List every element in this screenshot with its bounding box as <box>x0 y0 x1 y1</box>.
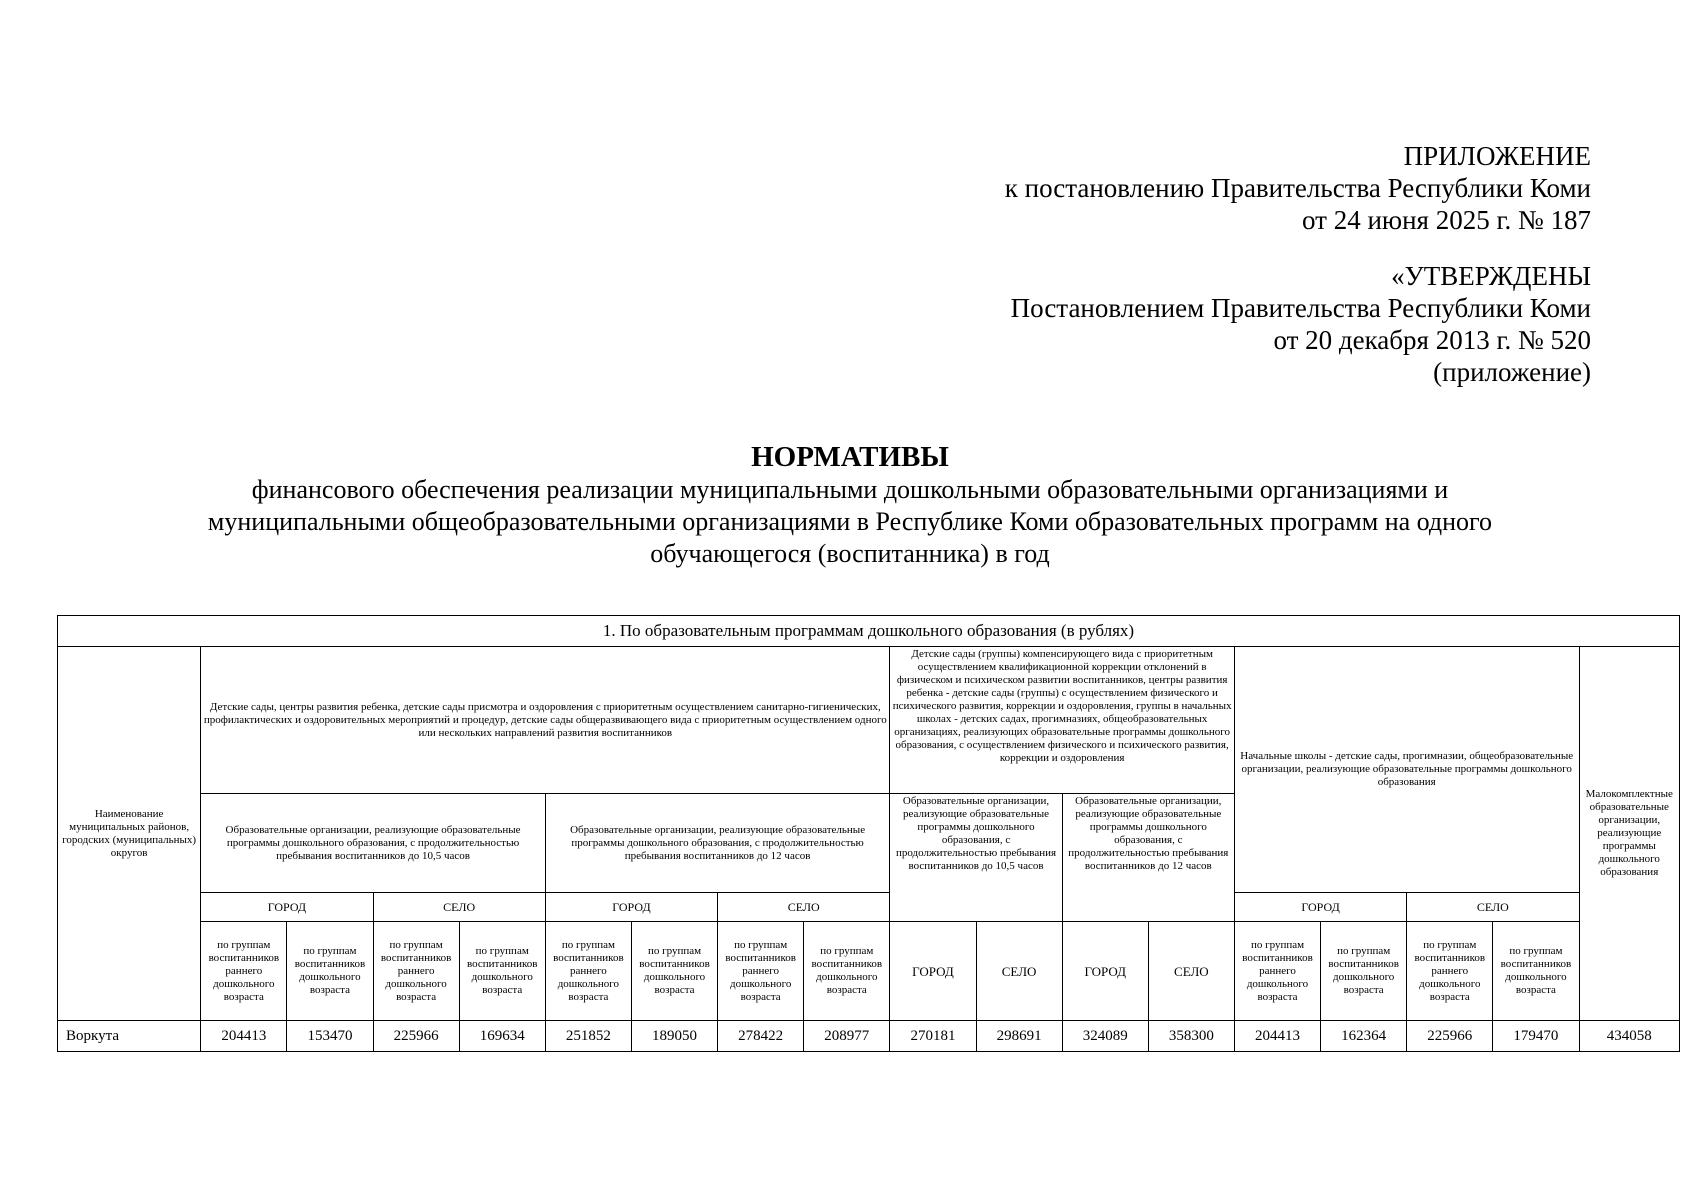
table-cell: 162364 <box>1321 1021 1407 1052</box>
col-header-preschool: по группам воспитанников дошкольного возраста <box>459 922 545 1021</box>
table-cell: 278422 <box>718 1021 804 1052</box>
norms-table <box>57 615 1680 1052</box>
table-cell: 434058 <box>1579 1021 1680 1052</box>
col-header-village: СЕЛО <box>976 922 1062 1021</box>
col-header-village: СЕЛО <box>373 893 545 922</box>
col-header-city: ГОРОД <box>1062 922 1148 1021</box>
col-header-village: СЕЛО <box>718 893 890 922</box>
table-cell: 324089 <box>1062 1021 1148 1052</box>
table-cell: 225966 <box>1407 1021 1493 1052</box>
col-header-village: СЕЛО <box>1148 922 1234 1021</box>
approval-block <box>1005 140 1591 388</box>
col-header-preschool: по группам воспитанников дошкольного возраста <box>1493 922 1579 1021</box>
col-header-group-4: Малокомплектные образовательные организации, реализующие программы дошкольного образования <box>1579 647 1680 1021</box>
table-cell: 179470 <box>1493 1021 1579 1052</box>
table-row <box>58 1021 1680 1052</box>
col-header-early: по группам воспитанников раннего дошкольного возраста <box>718 922 804 1021</box>
col-header-name: Наименование муниципальных районов, городских (муниципальных) округов <box>58 647 201 1021</box>
title-line-1: финансового обеспечения реализации муниципальными дошкольными образовательными организациями и <box>251 475 1449 504</box>
col-header-early: по группам воспитанников раннего дошкольного возраста <box>545 922 631 1021</box>
approved-label: «УТВЕРЖДЕНЫ <box>1391 261 1591 291</box>
col-header-city: ГОРОД <box>201 893 373 922</box>
col-header-group-1-sub-2: Образовательные организации, реализующие образовательные программы дошкольного образования, с продолжительностью пребывания воспитанников до 12 часов <box>545 794 890 893</box>
annex-to: к постановлению Правительства Республики Коми <box>1004 173 1591 203</box>
table-cell: 153470 <box>287 1021 373 1052</box>
col-header-group-2: Детские сады (группы) компенсирующего вида с приоритетным осуществлением квалификационной коррекции отклонений в физическом и психическом развитии воспитанников, центры развития ребенка - детские сады (группы) с осуществлением физического и психического развития, коррекции и оздоровления, группы в начальных школах - детских садах, прогимназиях, общеобразовательных организациях, реализующих образовательные программы дошкольного образования, с осуществлением физического и психического развития, коррекции и оздоровления <box>890 647 1235 794</box>
approved-by: Постановлением Правительства Республики Коми <box>1010 293 1591 323</box>
table-cell: 270181 <box>890 1021 976 1052</box>
col-header-early: по группам воспитанников раннего дошкольного возраста <box>1407 922 1493 1021</box>
annex-label: ПРИЛОЖЕНИЕ <box>1403 141 1591 171</box>
title-main: НОРМАТИВЫ <box>751 441 949 473</box>
table-cell: 251852 <box>545 1021 631 1052</box>
col-header-group-3: Начальные школы - детские сады, прогимназии, общеобразовательные организации, реализующие образовательные программы дошкольного образования <box>1234 647 1579 893</box>
table-cell: 298691 <box>976 1021 1062 1052</box>
col-header-early: по группам воспитанников раннего дошкольного возраста <box>201 922 287 1021</box>
table-cell: 358300 <box>1148 1021 1234 1052</box>
col-header-group-2-sub-1: Образовательные организации, реализующие образовательные программы дошкольного образования, с продолжительностью пребывания воспитанников до 10,5 часов <box>890 794 1062 922</box>
table-cell: 204413 <box>201 1021 287 1052</box>
document-title <box>60 440 1640 570</box>
col-header-preschool: по группам воспитанников дошкольного возраста <box>631 922 717 1021</box>
col-header-group-1: Детские сады, центры развития ребенка, детские сады присмотра и оздоровления с приоритетным осуществлением санитарно-гигиенических, профилактических и оздоровительных мероприятий и процедур, детские сады общеразвивающего вида с приоритетным осуществлением одного или нескольких направлений развития воспитанников <box>201 647 890 794</box>
row-name: Воркута <box>58 1021 201 1052</box>
col-header-city: ГОРОД <box>890 922 976 1021</box>
col-header-preschool: по группам воспитанников дошкольного возраста <box>287 922 373 1021</box>
table-cell: 204413 <box>1234 1021 1320 1052</box>
col-header-village: СЕЛО <box>1407 893 1579 922</box>
col-header-preschool: по группам воспитанников дошкольного возраста <box>804 922 890 1021</box>
col-header-preschool: по группам воспитанников дошкольного возраста <box>1321 922 1407 1021</box>
table-caption: 1. По образовательным программам дошкольного образования (в рублях) <box>58 616 1680 647</box>
title-line-3: обучающегося (воспитанника) в год <box>650 539 1050 568</box>
approved-note: (приложение) <box>1433 357 1591 387</box>
approved-date: от 20 декабря 2013 г. № 520 <box>1273 325 1591 355</box>
col-header-early: по группам воспитанников раннего дошкольного возраста <box>373 922 459 1021</box>
col-header-group-2-sub-2: Образовательные организации, реализующие образовательные программы дошкольного образования, с продолжительностью пребывания воспитанников до 12 часов <box>1062 794 1234 922</box>
table-cell: 169634 <box>459 1021 545 1052</box>
col-header-early: по группам воспитанников раннего дошкольного возраста <box>1234 922 1320 1021</box>
table-cell: 208977 <box>804 1021 890 1052</box>
table-cell: 189050 <box>631 1021 717 1052</box>
col-header-city: ГОРОД <box>545 893 717 922</box>
annex-date: от 24 июня 2025 г. № 187 <box>1302 205 1591 235</box>
title-line-2: муниципальными общеобразовательными организациями в Республике Коми образовательных программ на одного <box>207 507 1493 536</box>
col-header-city: ГОРОД <box>1234 893 1406 922</box>
col-header-group-1-sub-1: Образовательные организации, реализующие образовательные программы дошкольного образования, с продолжительностью пребывания воспитанников до 10,5 часов <box>201 794 546 893</box>
table-cell: 225966 <box>373 1021 459 1052</box>
